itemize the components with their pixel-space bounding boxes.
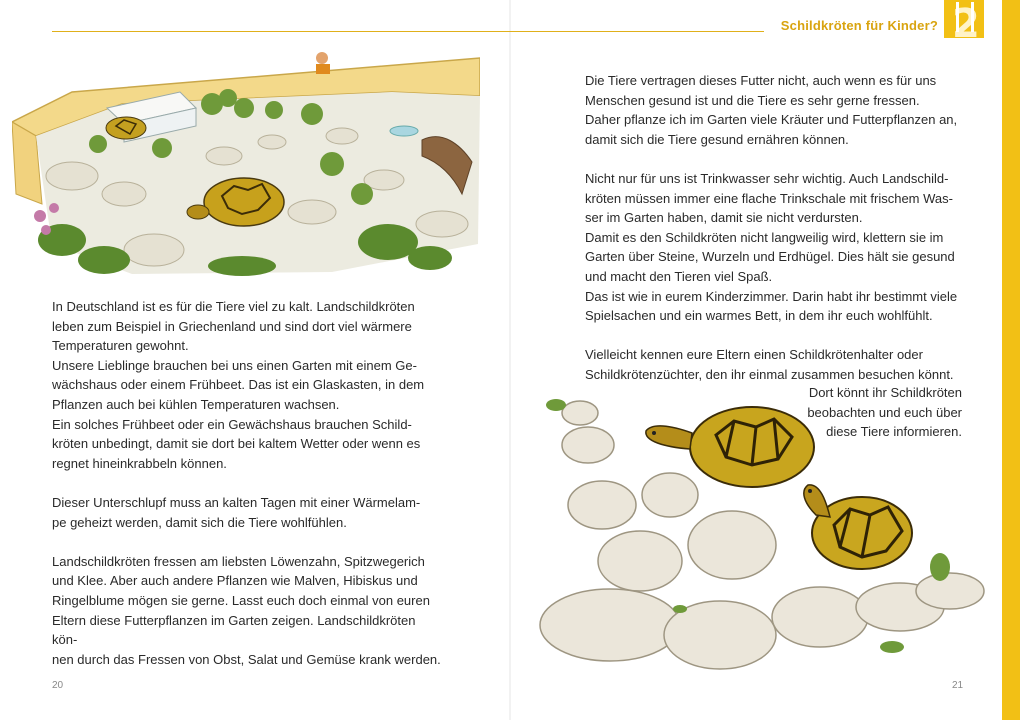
chapter-title: Schildkröten für Kinder? [780, 18, 938, 33]
header-rule [52, 31, 764, 32]
left-paragraph: Dieser Unterschlupf muss an kalten Tagen mit einer Wärmelam- pe geheizt werden, damit sich die Tiere wohlfühlen. [52, 494, 421, 530]
page-number-left: 20 [52, 680, 64, 691]
page-number-right: 21 [952, 680, 964, 691]
left-paragraph: Landschildkröten fressen am liebsten Löwenzahn, Spitzwegerich und Klee. Aber auch andere Pflanzen wie Malven, Hibiskus und Ringelblume mögen sie gerne. Lasst euch doch einmal von euren Eltern diese Futterpflanzen im Garten zeigen. Landschildkröten kön- nen durch das Fressen von Obst, Salat und Gemüse krank werden. [52, 553, 441, 667]
tortoise-enclosure-illustration [12, 44, 480, 284]
chapter-badge [944, 0, 984, 47]
chapter-bracket-icon [956, 2, 974, 32]
right-body-text [585, 71, 970, 385]
left-paragraph: In Deutschland ist es für die Tiere viel zu kalt. Landschildkröten leben zum Beispiel in Griechenland und sind dort viel wärmere Temperaturen gewohnt. Unsere Lieblinge brauchen bei uns einen Garten mit einem Ge- wächshaus oder einem Frühbeet. Das ist ein Glaskasten, in dem Pflanzen auch bei kühlen Temperaturen wachsen. Ein solches Frühbeet oder ein Gewächshaus brauchen Schild- kröten unbedingt, damit sie dort bei kaltem Wetter oder wenn es regnet hineinkrabbeln können. [52, 299, 425, 471]
right-paragraph: Nicht nur für uns ist Trinkwasser sehr wichtig. Auch Landschild- kröten müssen immer eine flache Trinkschale mit frischem Was- ser im Garten haben, damit sie nicht verdursten. Damit es den Schildkröten nicht langweilig wird, klettern sie im Garten über Steine, Wurzeln und Erdhügel. Dies hält sie gesund und macht den Tieren viel Spaß. Das ist wie in eurem Kinderzimmer. Darin habt ihr bestimmt viele Spielsachen und ein warmes Bett, in dem ihr euch wohlfühlt. [585, 170, 958, 324]
book-gutter [509, 0, 511, 720]
chapter-number: 2 [952, 1, 980, 47]
left-body-text [52, 297, 442, 669]
chapter-side-bar [1002, 0, 1020, 720]
right-paragraph: Vielleicht kennen eure Eltern einen Schildkrötenhalter oder Schildkrötenzüchter, den ihr einmal zusammen besuchen könnt. [585, 347, 954, 382]
illustration-caption: Dort könnt ihr Schildkröten beobachten und euch über diese Tiere informieren. [807, 385, 962, 440]
right-paragraph: Die Tiere vertragen dieses Futter nicht, auch wenn es für uns Menschen gesund ist und die Tiere es sehr gerne fressen. Daher pflanze ich im Garten viele Kräuter und Futterpflanzen an, damit sich die Tiere gesund ernähren können. [585, 73, 958, 147]
